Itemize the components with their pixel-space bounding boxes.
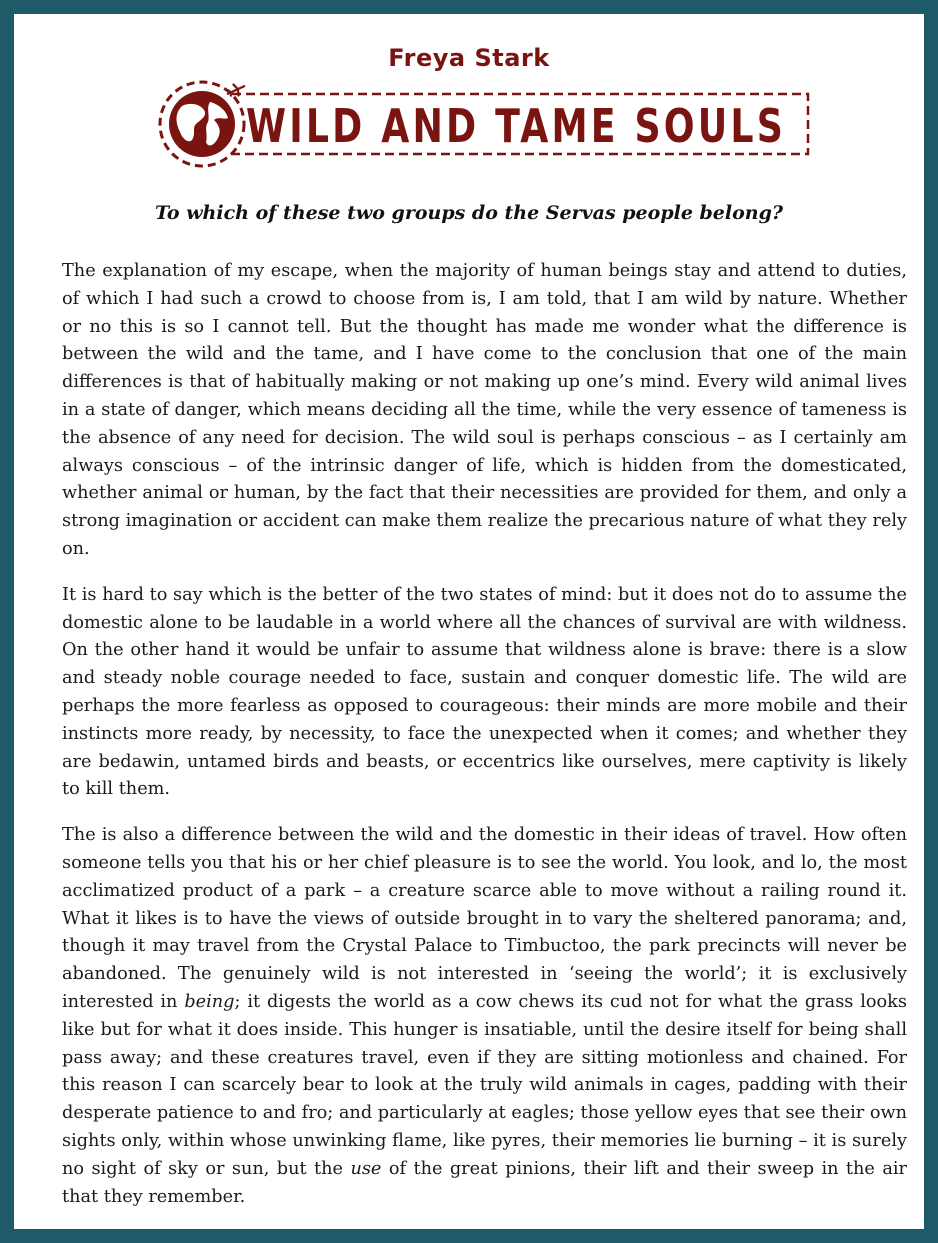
paragraph-1: The explanation of my escape, when the majority of human beings stay and attend to duties, of which I had such a crowd to choose from is, I am told, that I am wild by nature. Whether or no this is so I cannot tell. But the thought has made me wonder what the difference is between the wild and the tame, and I have come to the conclusion that one of the main differences is that of habitually making or not making up one’s mind. Every wild animal lives in a state of danger, which means deciding all the time, while the very essence of tameness is the absence of any need for decision. The wild soul is perhaps conscious – as I certainly am always conscious – of the intrinsic danger of life, which is hidden from the domesticated, whether animal or human, by the fact that their necessities are provided for them, and only a strong imagination or accident can make them realize the precarious nature of what they rely on. bbox=[62, 261, 907, 559]
main-title: WILD AND TAME SOULS bbox=[246, 99, 786, 153]
title-banner bbox=[156, 76, 816, 172]
article-body bbox=[62, 258, 907, 1229]
emphasis-being: being bbox=[184, 991, 235, 1012]
paragraph-3 bbox=[62, 822, 907, 1211]
subtitle-question: To which of these two groups do the Servas people belong? bbox=[154, 202, 784, 224]
paragraph-3-part-a: The is also a difference between the wild and the domestic in their ideas of travel. How often someone tells you that his or her chief pleasure is to see the world. You look, and lo, the most acclimatized product of a park – a creature scarce able to move without a railing round it. What it likes is to have the views of outside brought in to vary the sheltered panorama; and, though it may travel from the Crystal Palace to Timbuctoo, the park precincts will never be abandoned. The genuinely wild is not interested in ‘seeing the world’; it is exclusively interested in bbox=[62, 825, 907, 1012]
paragraph-2: It is hard to say which is the better of the two states of mind: but it does not do to assume the domestic alone to be laudable in a world where all the chances of survival are with wildness. On the other hand it would be unfair to assume that wildness alone is brave: there is a slow and steady noble courage needed to face, sustain and conquer domestic life. The wild are perhaps the more fearless as opposed to courageous: their minds are more mobile and their instincts more ready, by necessity, to face the unexpected when it comes; and whether they are bedawin, untamed birds and beasts, or eccentrics like ourselves, mere captivity is likely to kill them. bbox=[62, 584, 907, 800]
paragraph-3-part-c: of the great pinions, their lift and their sweep in the air that they remember. bbox=[62, 1158, 907, 1207]
author-name: Freya Stark bbox=[388, 44, 550, 72]
emphasis-use: use bbox=[350, 1158, 382, 1179]
paragraph-3-part-b: ; it digests the world as a cow chews its cud not for what the grass looks like but for what it does inside. This hunger is insatiable, until the desire itself for being shall pass away; and these creatures travel, even if they are sitting motionless and chained. For this reason I can scarcely bear to look at the truly wild animals in cages, padding with their desperate patience to and fro; and particularly at eagles; those yellow eyes that see their own sights only, within whose unwinking flame, like pyres, their memories lie burning – it is surely no sight of sky or sun, but the bbox=[62, 991, 907, 1179]
